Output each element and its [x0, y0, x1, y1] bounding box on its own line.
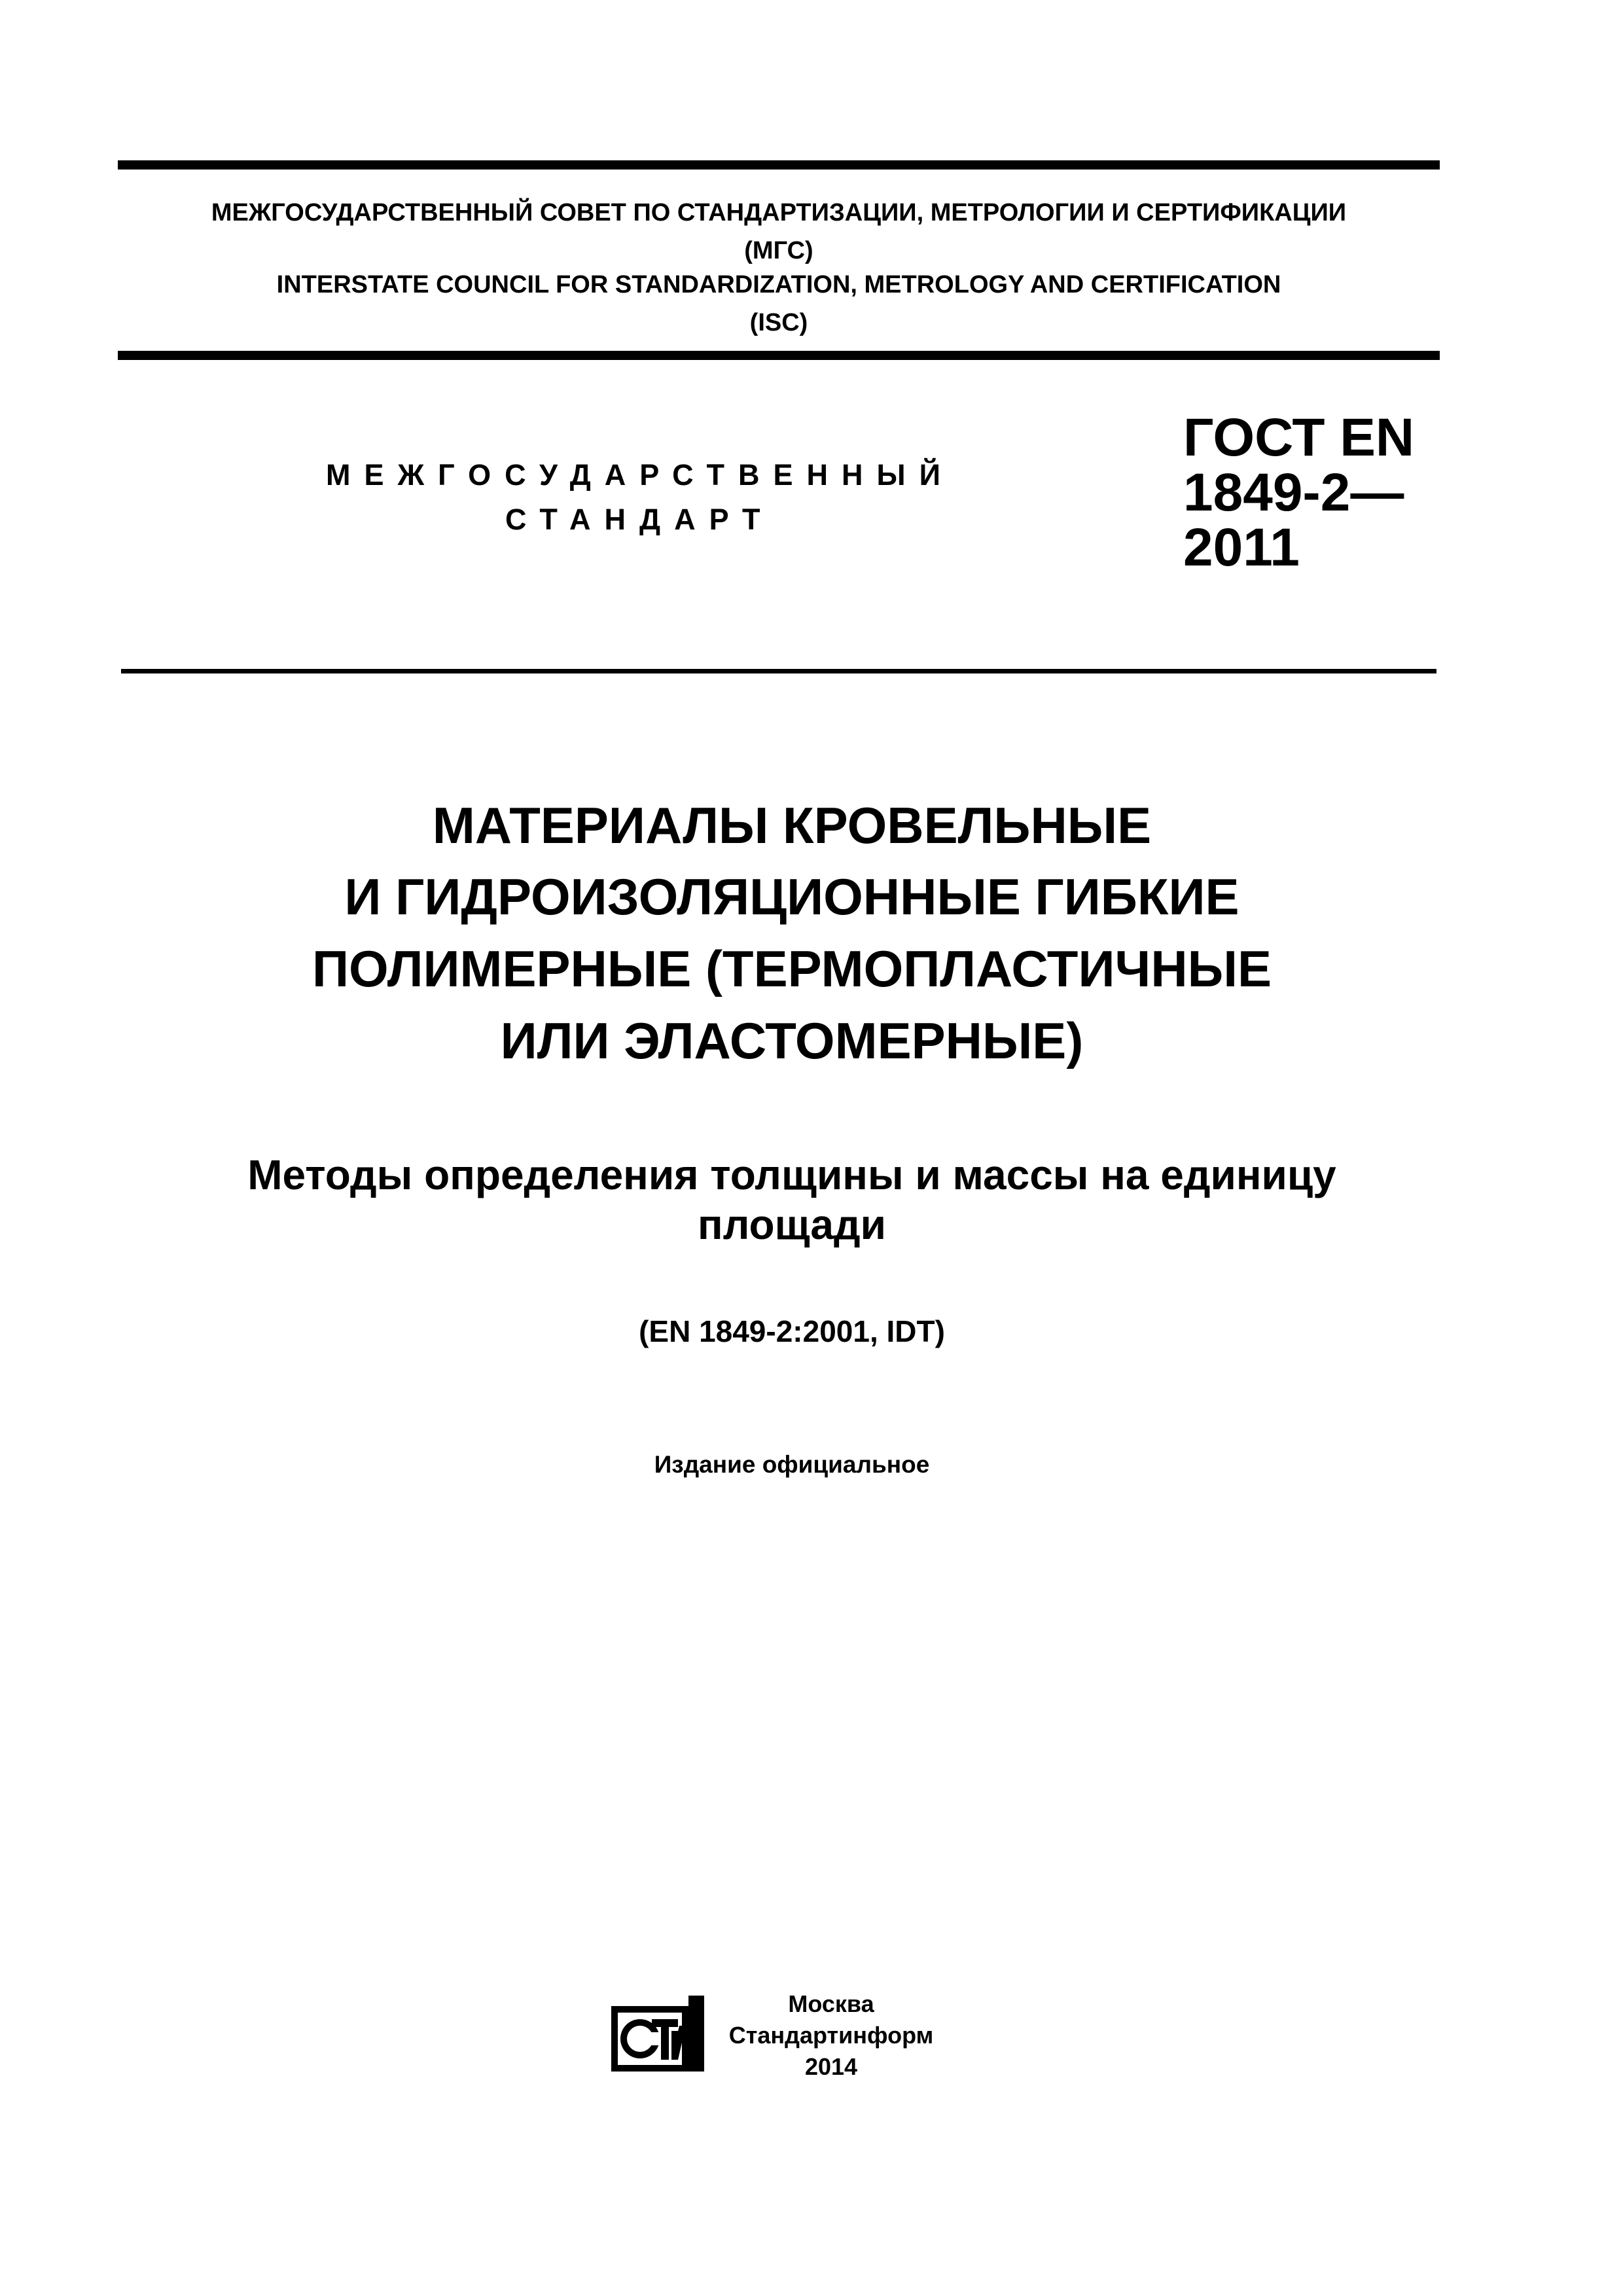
publisher-city: Москва [788, 1990, 874, 2017]
council-ru-abbreviation: (МГС) [744, 237, 813, 264]
reference-designation: (EN 1849-2:2001, IDT) [639, 1314, 945, 1348]
edition-note: Издание официальное [654, 1451, 930, 1478]
publisher-name: Стандартинформ [728, 2022, 934, 2049]
title-line-2: И ГИДРОИЗОЛЯЦИОННЫЕ ГИБКИЕ [344, 868, 1240, 925]
top-rule [118, 160, 1440, 170]
publication-year: 2014 [804, 2053, 858, 2080]
designation-line1: ГОСТ EN [1183, 408, 1415, 467]
subtitle-line-1: Методы определения толщины и массы на единицу [247, 1151, 1336, 1198]
title-line-1: МАТЕРИАЛЫ КРОВЕЛЬНЫЕ [432, 797, 1152, 854]
subtitle-line-2: площади [698, 1201, 886, 1248]
standartinform-logo-icon [609, 1993, 707, 2075]
standard-type-line1: МЕЖГОСУДАРСТВЕННЫЙ [326, 458, 954, 492]
designation-line3: 2011 [1183, 518, 1300, 577]
designation-line2: 1849-2— [1183, 463, 1404, 522]
title-line-4: ИЛИ ЭЛАСТОМЕРНЫЕ) [500, 1012, 1084, 1069]
council-en-name: INTERSTATE COUNCIL FOR STANDARDIZATION, METROLOGY AND CERTIFICATION [276, 271, 1281, 298]
header-bottom-rule [118, 351, 1440, 360]
council-ru-name: МЕЖГОСУДАРСТВЕННЫЙ СОВЕТ ПО СТАНДАРТИЗАЦИИ, МЕТРОЛОГИИ И СЕРТИФИКАЦИИ [211, 199, 1347, 226]
title-line-3: ПОЛИМЕРНЫЕ (ТЕРМОПЛАСТИЧНЫЕ [312, 940, 1272, 997]
designation-divider [121, 669, 1436, 673]
standard-type-line2: СТАНДАРТ [505, 503, 774, 536]
council-en-abbreviation: (ISC) [749, 309, 808, 336]
